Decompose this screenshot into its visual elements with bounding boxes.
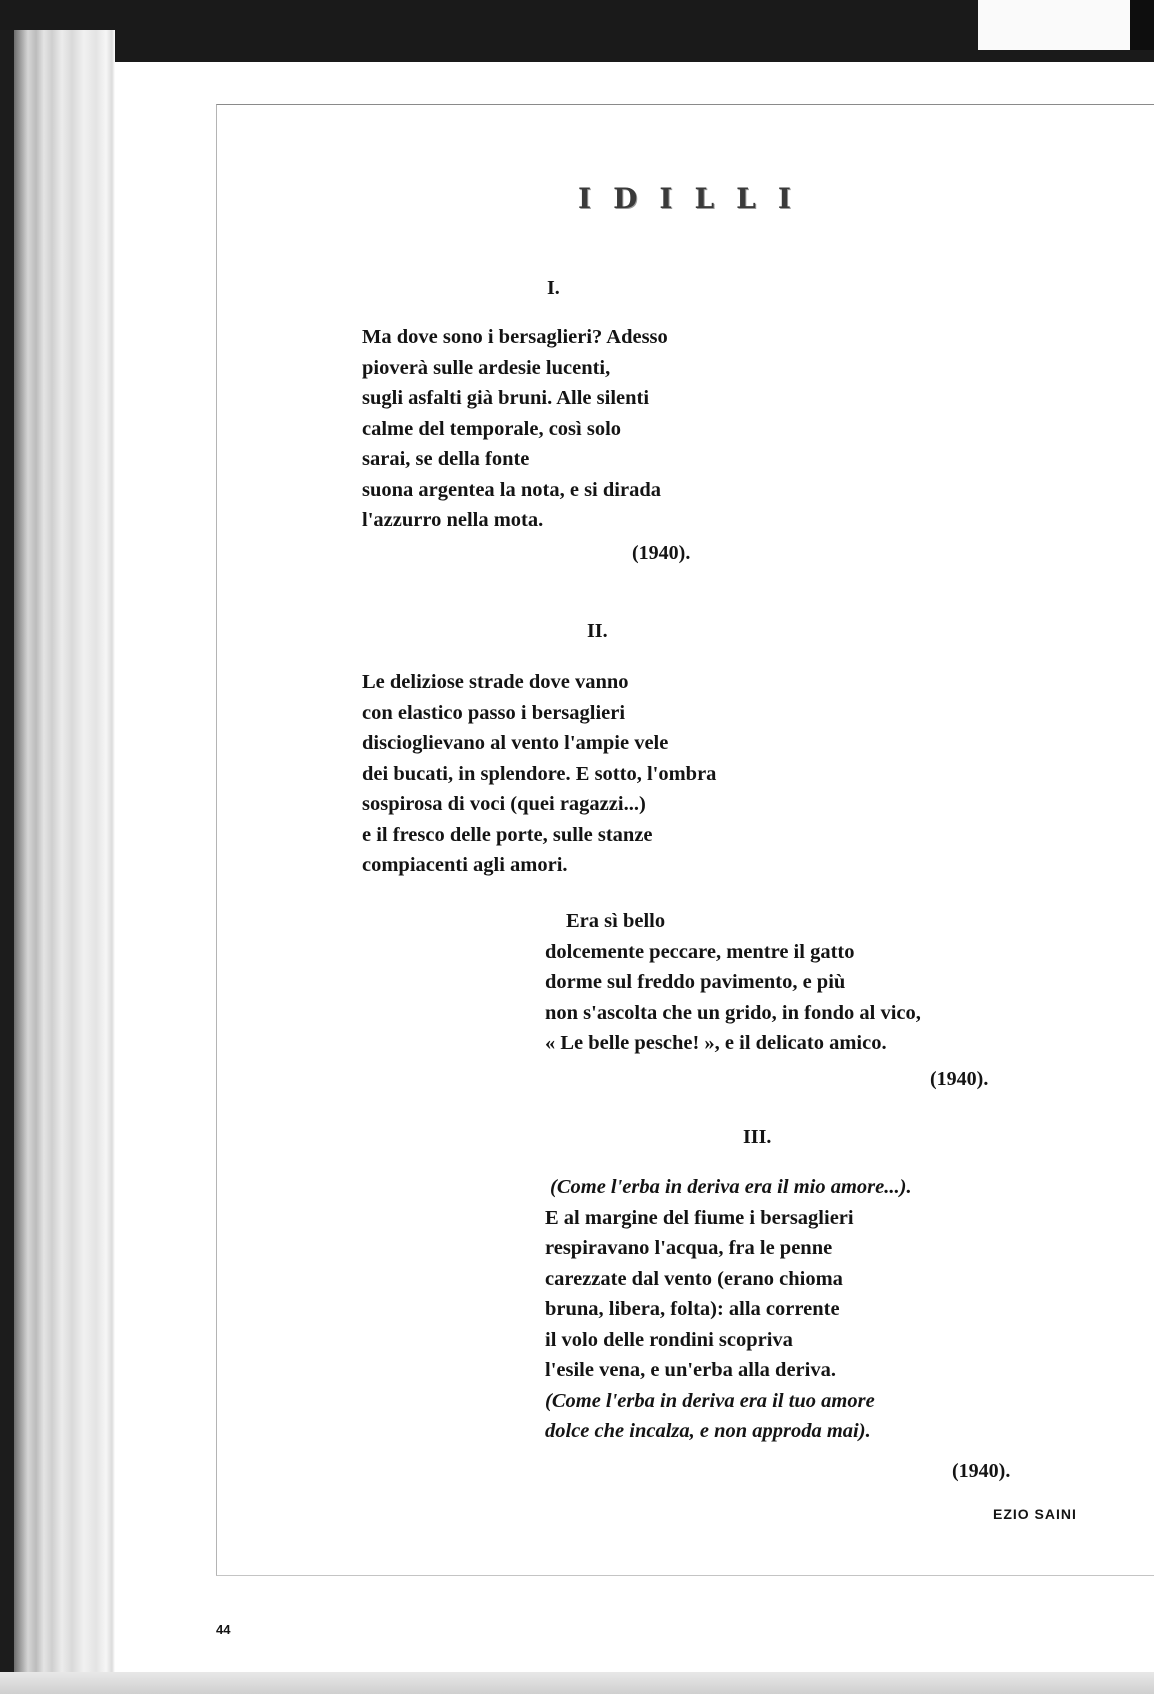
verse-line: Era sì bello [566,910,666,932]
poem-2-numeral: II. [587,620,608,642]
verse-line: « Le belle pesche! », e il delicato amico. [545,1032,887,1054]
verse-line: non s'ascolta che un grido, in fondo al vico, [545,1001,921,1024]
verse-line: Ma dove sono i bersaglieri? Adesso [362,326,668,348]
verse-line: discioglievano al vento l'ampie vele [362,732,669,754]
poem-1-numeral: I. [547,277,560,299]
scan-border-notch [978,0,1154,50]
verse-line: sugli asfalti già bruni. Alle silenti [362,387,650,409]
page-title: IDILLI [578,182,813,215]
verse-line: Le deliziose strade dove vanno [362,671,629,693]
verse-line: pioverà sulle ardesie lucenti, [362,356,611,379]
poem-3-date: (1940). [952,1460,1011,1482]
verse-line: respiravano l'acqua, fra le penne [545,1237,833,1259]
verse-line: dei bucati, in splendore. E sotto, l'ombra [362,762,717,785]
verse-line: bruna, libera, folta): alla corrente [545,1298,840,1320]
poem-2-stanza-b [545,906,921,1059]
verse-line: sarai, se della fonte [362,448,530,470]
verse-line: dolcemente peccare, mentre il gatto [545,940,855,963]
book-page-edges [0,30,115,1694]
verse-line-italic: dolce che incalza, e non approda mai). [545,1420,871,1442]
verse-line-italic: (Come l'erba in deriva era il tuo amore [545,1389,875,1412]
author-signature: EZIO SAINI [993,1506,1077,1522]
poem-2-date: (1940). [930,1068,989,1090]
verse-line: e il fresco delle porte, sulle stanze [362,823,653,846]
verse-line: l'azzurro nella mota. [362,509,544,531]
poem-3-stanza [545,1172,912,1447]
poem-3-numeral: III. [743,1126,772,1148]
scan-border-bottom [0,1672,1154,1694]
verse-line: con elastico passo i bersaglieri [362,701,626,724]
verse-line: carezzate dal vento (erano chioma [545,1267,843,1290]
verse-line: dorme sul freddo pavimento, e più [545,971,846,993]
verse-line-italic: (Come l'erba in deriva era il mio amore...). [550,1176,912,1198]
poem-1-stanza [362,322,668,536]
page-number: 44 [216,1622,231,1637]
verse-line: calme del temporale, così solo [362,417,622,440]
verse-line: il volo delle rondini scopriva [545,1328,793,1351]
verse-line: suona argentea la nota, e si dirada [362,478,661,501]
verse-line: sospirosa di voci (quei ragazzi...) [362,793,646,815]
verse-line: compiacenti agli amori. [362,854,568,876]
poem-2-stanza-a [362,667,716,881]
verse-line: l'esile vena, e un'erba alla deriva. [545,1359,836,1381]
verse-line: E al margine del fiume i bersaglieri [545,1206,854,1229]
poem-1-date: (1940). [632,542,691,564]
scan-border-corner [1130,0,1154,50]
